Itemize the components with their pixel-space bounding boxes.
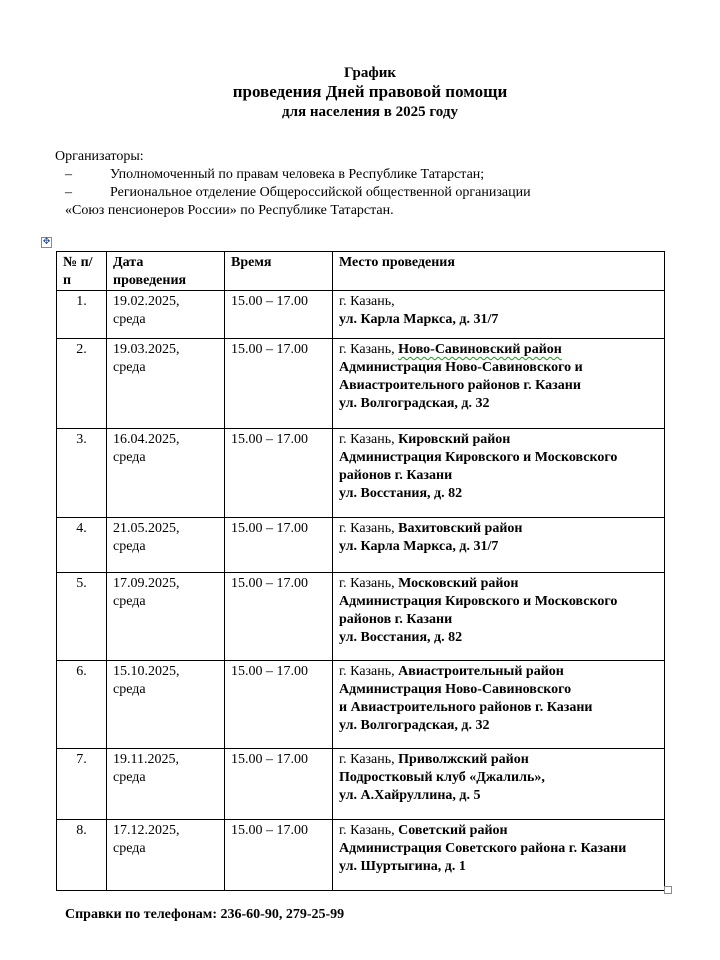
table-move-handle-icon[interactable]: ✥: [42, 237, 51, 247]
row-time-text: 15.00 – 17.00: [231, 576, 308, 591]
row-date-text: 17.12.2025,: [113, 823, 180, 838]
row-district-text: Вахитовский район: [398, 521, 523, 536]
row-place-line: ул. Карла Маркса, д. 31/7: [339, 539, 499, 554]
table-row: [57, 820, 665, 891]
row-city-text: г. Казань,: [339, 342, 395, 357]
row-date: [107, 518, 225, 573]
organizer-item-2-continuation: «Союз пенсионеров России» по Республике Татарстан.: [65, 203, 394, 218]
row-place-line: районов г. Казани: [339, 612, 453, 627]
row-date-text: 17.09.2025,: [113, 576, 180, 591]
row-weekday-text: среда: [113, 360, 146, 375]
table-header-row: [57, 252, 665, 291]
row-place: [333, 339, 665, 429]
row-district-text: Советский район: [398, 823, 508, 838]
row-city-text: г. Казань,: [339, 823, 395, 838]
row-date-text: 19.02.2025,: [113, 294, 180, 309]
row-weekday-text: среда: [113, 682, 146, 697]
row-district-text: Московский район: [398, 576, 519, 591]
row-time: [225, 518, 333, 573]
organizer-item-1: [55, 166, 675, 184]
row-time: [225, 339, 333, 429]
list-dash: –: [65, 167, 72, 182]
organizer-item-2: [55, 184, 675, 202]
row-place-line: ул. А.Хайруллина, д. 5: [339, 788, 481, 803]
row-place: [333, 291, 665, 339]
row-place-line: и Авиастроительного районов г. Казани: [339, 700, 593, 715]
table-row: [57, 573, 665, 661]
row-place-line: ул. Волгоградская, д. 32: [339, 718, 490, 733]
table-row: [57, 661, 665, 749]
row-number-text: 8.: [76, 823, 87, 838]
table-resize-handle-icon[interactable]: [664, 886, 672, 894]
table-row: [57, 749, 665, 820]
row-number: [57, 661, 107, 749]
row-number-text: 5.: [76, 576, 87, 591]
row-city-text: г. Казань,: [339, 294, 395, 309]
row-date: [107, 573, 225, 661]
row-number: [57, 339, 107, 429]
row-weekday-text: среда: [113, 841, 146, 856]
row-place-line: Подростковый клуб «Джалиль»,: [339, 770, 545, 785]
row-city-text: г. Казань,: [339, 664, 395, 679]
row-place-line: ул. Волгоградская, д. 32: [339, 396, 490, 411]
row-place-line: ул. Карла Маркса, д. 31/7: [339, 312, 499, 327]
row-time-text: 15.00 – 17.00: [231, 294, 308, 309]
row-date-text: 15.10.2025,: [113, 664, 180, 679]
row-weekday-text: среда: [113, 450, 146, 465]
row-number-text: 7.: [76, 752, 87, 767]
row-time-text: 15.00 – 17.00: [231, 752, 308, 767]
title-line-1: График: [343, 65, 397, 81]
row-place: [333, 820, 665, 891]
row-time: [225, 661, 333, 749]
organizer-item-1-text: Уполномоченный по правам человека в Республике Татарстан;: [110, 167, 485, 182]
row-number: [57, 429, 107, 518]
row-weekday-text: среда: [113, 539, 146, 554]
row-city-text: г. Казань,: [339, 432, 395, 447]
row-time-text: 15.00 – 17.00: [231, 432, 308, 447]
table-row: [57, 518, 665, 573]
row-date: [107, 429, 225, 518]
header-date: Дата проведения: [107, 252, 225, 291]
row-time: [225, 573, 333, 661]
header-time: Время: [225, 252, 333, 291]
row-place: [333, 573, 665, 661]
header-number: № п/п: [57, 252, 107, 291]
row-place-line: ул. Восстания, д. 82: [339, 486, 463, 501]
table-row: [57, 339, 665, 429]
row-city-text: г. Казань,: [339, 752, 395, 767]
row-district-text: Кировский район: [398, 432, 511, 447]
phone-footer: Справки по телефонам: 236-60-90, 279-25-99: [65, 907, 345, 922]
row-time: [225, 820, 333, 891]
row-place: [333, 518, 665, 573]
row-city-text: г. Казань,: [339, 521, 395, 536]
row-time-text: 15.00 – 17.00: [231, 521, 308, 536]
row-city-text: г. Казань,: [339, 576, 395, 591]
row-time-text: 15.00 – 17.00: [231, 342, 308, 357]
row-number: [57, 820, 107, 891]
header-place: Место проведения: [333, 252, 665, 291]
schedule-table: [56, 251, 665, 891]
row-number: [57, 749, 107, 820]
row-place-line: Администрация Ново-Савиновского: [339, 682, 572, 697]
row-place-line: Администрация Кировского и Московского: [339, 450, 618, 465]
row-time: [225, 749, 333, 820]
row-weekday-text: среда: [113, 770, 146, 785]
row-district-text: Авиастроительный район: [398, 664, 564, 679]
row-district-text: Приволжский район: [398, 752, 529, 767]
row-date: [107, 749, 225, 820]
row-date: [107, 661, 225, 749]
row-number-text: 2.: [76, 342, 87, 357]
list-dash: –: [65, 185, 72, 200]
row-date-text: 19.11.2025,: [113, 752, 179, 767]
title-line-3: для населения в 2025 году: [282, 104, 458, 120]
row-date: [107, 291, 225, 339]
row-place-line: Администрация Ново-Савиновского и: [339, 360, 583, 375]
row-place: [333, 661, 665, 749]
row-number-text: 1.: [76, 294, 87, 309]
row-number: [57, 573, 107, 661]
row-number: [57, 291, 107, 339]
row-time: [225, 291, 333, 339]
row-number-text: 3.: [76, 432, 87, 447]
row-weekday-text: среда: [113, 594, 146, 609]
row-place-line: Администрация Кировского и Московского: [339, 594, 618, 609]
row-time: [225, 429, 333, 518]
row-date: [107, 820, 225, 891]
row-place-line: Администрация Советского района г. Казани: [339, 841, 627, 856]
row-time-text: 15.00 – 17.00: [231, 664, 308, 679]
organizer-item-2-text: Региональное отделение Общероссийской общественной организации: [110, 185, 531, 200]
row-place-line: ул. Шуртыгина, д. 1: [339, 859, 466, 874]
row-place-line: Авиастроительного районов г. Казани: [339, 378, 581, 393]
row-place: [333, 749, 665, 820]
row-date-text: 16.04.2025,: [113, 432, 180, 447]
row-number-text: 4.: [76, 521, 87, 536]
row-date: [107, 339, 225, 429]
row-date-text: 21.05.2025,: [113, 521, 180, 536]
table-row: [57, 429, 665, 518]
document-title: [0, 64, 720, 122]
organizers-block: [55, 148, 675, 220]
row-date-text: 19.03.2025,: [113, 342, 180, 357]
organizers-heading: Организаторы:: [55, 149, 144, 164]
row-time-text: 15.00 – 17.00: [231, 823, 308, 838]
row-number-text: 6.: [76, 664, 87, 679]
title-line-2: проведения Дней правовой помощи: [232, 82, 508, 101]
row-weekday-text: среда: [113, 312, 146, 327]
row-district-text: Ново-Савиновский район: [398, 342, 562, 357]
row-number: [57, 518, 107, 573]
row-place: [333, 429, 665, 518]
table-row: [57, 291, 665, 339]
row-place-line: районов г. Казани: [339, 468, 453, 483]
row-place-line: ул. Восстания, д. 82: [339, 630, 463, 645]
